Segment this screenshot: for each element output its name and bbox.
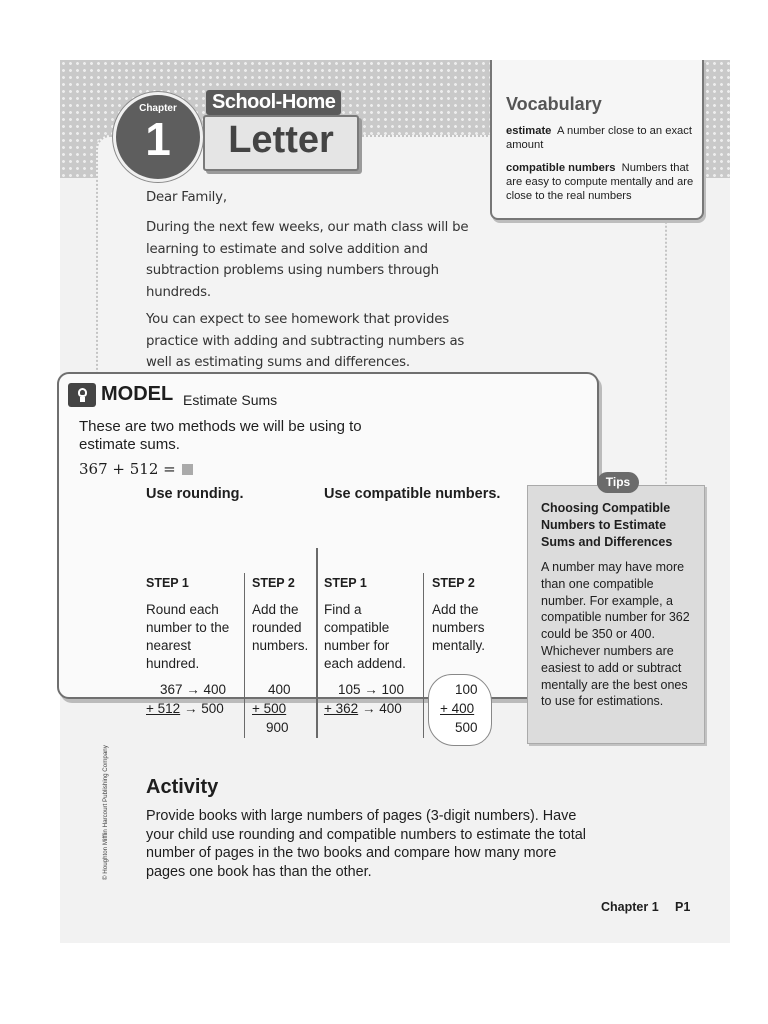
lightbulb-icon [68, 383, 96, 407]
title-letter: Letter [228, 119, 334, 161]
tips-heading: Choosing Compatible Numbers to Estimate Sums and Differences [541, 501, 673, 549]
letter-paragraph: You can expect to see homework that provides practice with adding and subtracting numbers as well as estimating sums and differences. [146, 312, 465, 370]
step-description: Add the numbers mentally. [432, 602, 486, 653]
step-title: STEP 2 [432, 576, 475, 590]
chapter-word: Chapter [139, 103, 177, 114]
work-rounded: → 400 [361, 701, 402, 716]
work-line: 400 [268, 682, 291, 697]
vocab-term: estimate [506, 125, 552, 137]
step-title: STEP 1 [324, 576, 367, 590]
vocab-entry-estimate [506, 124, 694, 152]
title-school-home: School-Home [206, 90, 341, 115]
title-letter-box [203, 115, 359, 171]
model-subtitle: Estimate Sums [183, 392, 278, 408]
step-title: STEP 2 [252, 576, 295, 590]
work-line [324, 699, 402, 718]
footer-page-number: P1 [675, 900, 691, 914]
step-description: Find a compatible number for each addend. [324, 602, 406, 671]
work-line: 100 [455, 682, 478, 697]
chapter-badge [113, 92, 203, 182]
model-label: MODEL [101, 383, 174, 405]
vocab-term: compatible numbers [506, 162, 616, 174]
model-intro: These are two methods we will be using to estimate sums. [79, 418, 362, 453]
work-line [146, 699, 224, 718]
vocab-definition: A number close to an exact amount [506, 125, 692, 151]
work-rounded: → 500 [183, 701, 224, 716]
vocabulary-title: Vocabulary [506, 94, 602, 114]
letter-greeting: Dear Family, [146, 190, 227, 205]
method-title-compatible: Use compatible numbers. [324, 486, 501, 502]
step-description: Round each number to the nearest hundred. [146, 602, 230, 671]
activity-text: Provide books with large numbers of pages (3-digit numbers). Have your child use rounding and compatible numbers to estimate the total number of pages in the two books and compare how many more pages one book has than the other. [146, 808, 586, 880]
footer-chapter: Chapter 1 [601, 900, 659, 914]
work-sum: 900 [266, 720, 289, 735]
step-title: STEP 1 [146, 576, 189, 590]
tips-badge: Tips [597, 472, 639, 493]
method-title-rounding: Use rounding. [146, 486, 244, 502]
step-divider [244, 573, 245, 738]
copyright-notice: © Houghton Mifflin Harcourt Publishing Company [102, 745, 109, 880]
work-line: + 400 [440, 701, 475, 716]
work-addend: + 512 [146, 701, 181, 716]
work-line: 367 → 400 [160, 682, 227, 697]
work-sum: 500 [455, 720, 478, 735]
step-description: Add the rounded numbers. [252, 602, 309, 653]
vocab-definition: Numbers that are easy to compute mentally and are close to the real numbers [506, 162, 694, 202]
unknown-box-icon [182, 464, 193, 475]
equation-text: 367 + 512 = [79, 460, 176, 478]
tips-body: A number may have more than one compatible number. For example, a compatible number for 362 could be 350 or 400. Whichever numbers are easiest to add or subtract mentally are the best ones to use for estimations. [541, 560, 690, 709]
chapter-number: 1 [145, 113, 171, 165]
model-equation [79, 460, 193, 478]
vocab-entry-compatible-numbers [506, 161, 694, 203]
work-line: + 500 [252, 701, 287, 716]
vocabulary-box [490, 60, 704, 220]
method-divider [316, 548, 318, 738]
work-line: 105 → 100 [338, 682, 405, 697]
letter-paragraph: During the next few weeks, our math class will be learning to estimate and solve addition and subtraction problems using numbers through hundreds. [146, 220, 469, 300]
work-addend: + 362 [324, 701, 359, 716]
step-divider [423, 573, 424, 738]
activity-title: Activity [146, 776, 219, 798]
